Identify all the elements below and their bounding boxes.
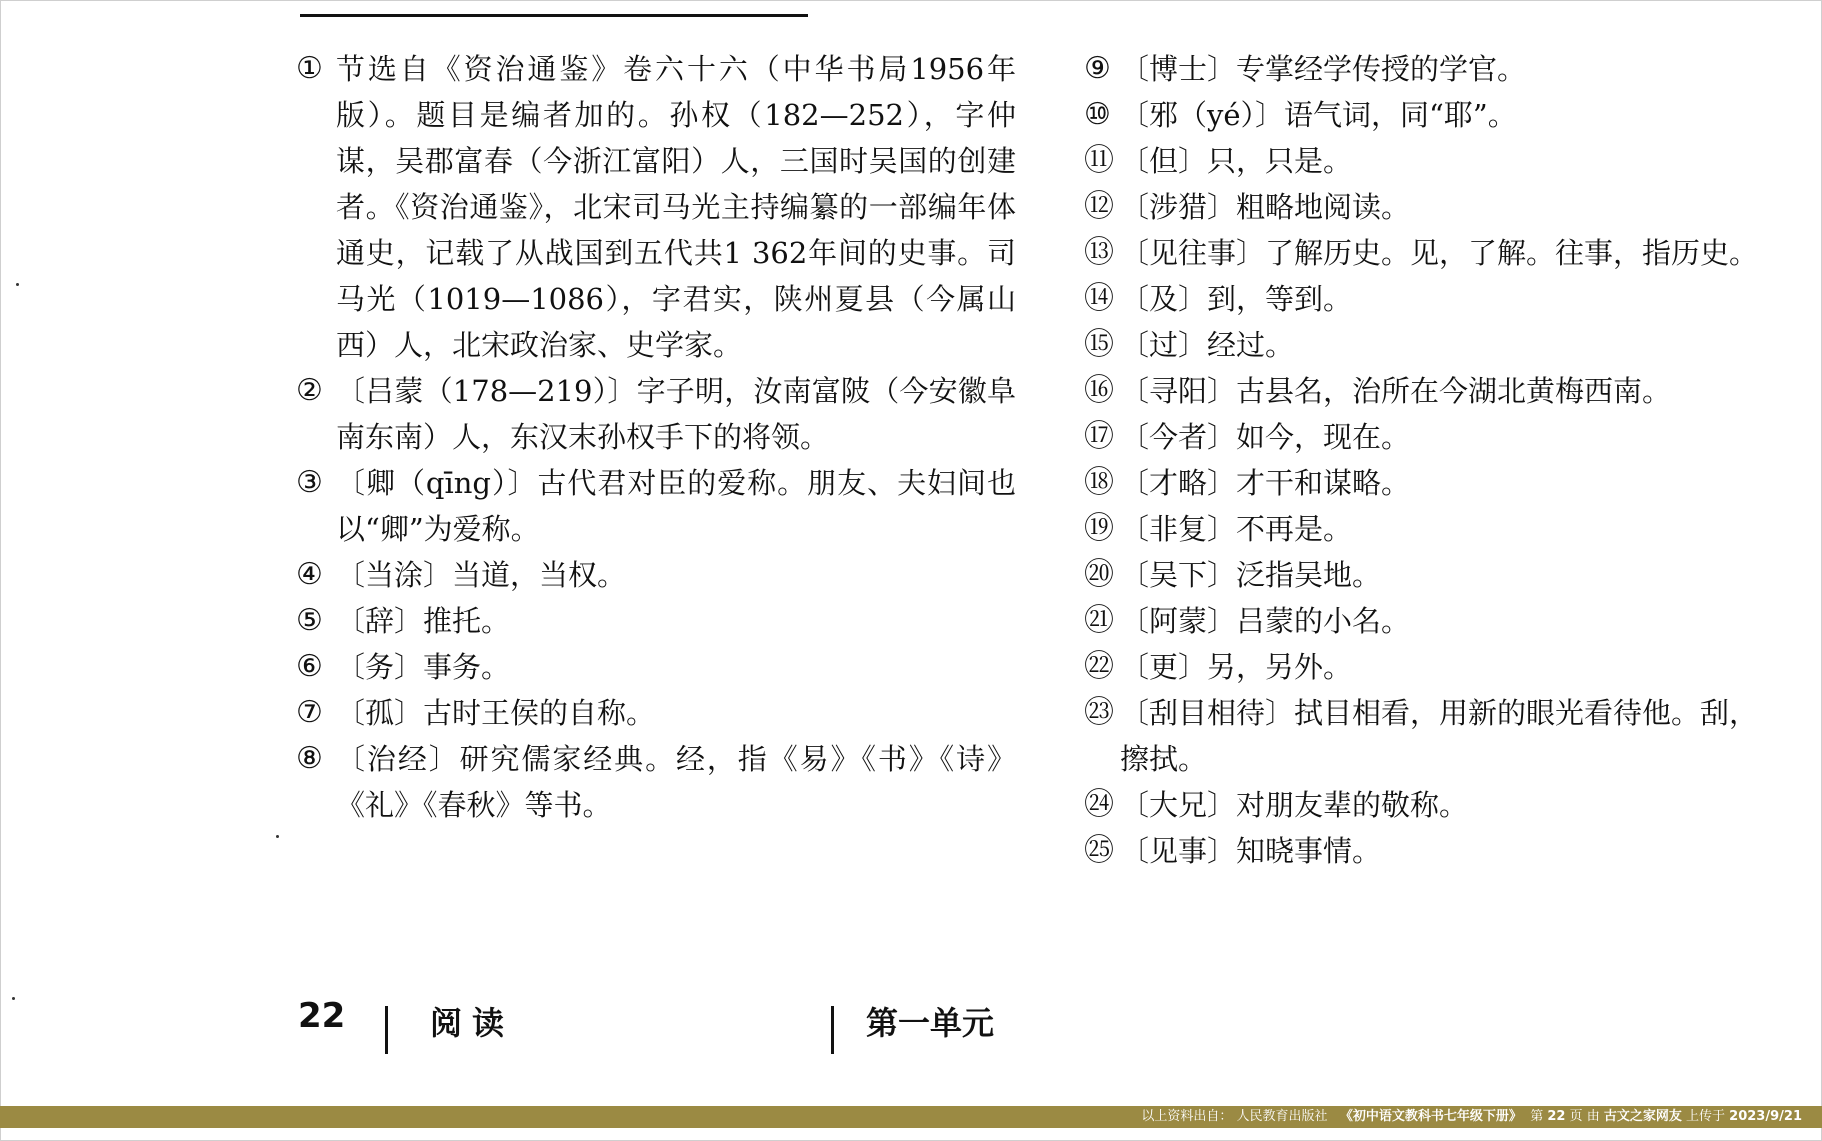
footnote-text: 〔刮目相待〕拭目相看，用新的眼光看待他。刮，擦拭。 bbox=[1120, 696, 1759, 776]
source-page-label-post: 页 由 bbox=[1569, 1109, 1600, 1124]
footnote-item bbox=[1084, 184, 1784, 230]
footnote-text: 〔涉猎〕粗略地阅读。 bbox=[1120, 190, 1411, 224]
footnote-text: 〔吴下〕泛指吴地。 bbox=[1120, 558, 1382, 592]
footnote-number: ⑳ bbox=[1084, 557, 1114, 592]
footnote-number: ⑥ bbox=[296, 649, 323, 684]
footer-divider bbox=[385, 1006, 388, 1054]
footnote-text: 〔及〕到，等到。 bbox=[1120, 282, 1353, 316]
footnote-item bbox=[296, 460, 1016, 552]
scan-speck bbox=[12, 997, 15, 1000]
footnote-item bbox=[1084, 230, 1784, 276]
footnote-item bbox=[1084, 552, 1784, 598]
footnote-item bbox=[1084, 782, 1784, 828]
footnote-item bbox=[1084, 276, 1784, 322]
source-prefix: 以上资料出自： bbox=[1141, 1109, 1233, 1124]
footnote-item bbox=[296, 690, 1016, 736]
footnote-text: 〔见事〕知晓事情。 bbox=[1120, 834, 1382, 868]
footnote-text: 〔但〕只，只是。 bbox=[1120, 144, 1353, 178]
footnote-text: 〔邪（yé）〕语气词，同“耶”。 bbox=[1120, 98, 1517, 132]
footnote-text: 节选自《资治通鉴》卷六十六（中华书局1956年版）。题目是编者加的。孙权（182—252），字仲谋，吴郡富春（今浙江富阳）人，三国时吴国的创建者。《资治通鉴》，北宋司马光主持编纂的一部编年体通史，记载了从战国到五代共1 362年间的史事。司马光（1019—1086），字君实，陕州夏县（今属山西）人，北宋政治家、史学家。 bbox=[336, 52, 1016, 362]
footnote-number: ⑧ bbox=[296, 741, 323, 776]
notes-left-column bbox=[296, 46, 1016, 828]
footnote-number: ⑬ bbox=[1084, 235, 1114, 270]
footnote-number: ④ bbox=[296, 557, 323, 592]
footnote-number: ㉓ bbox=[1084, 695, 1114, 730]
footnote-item bbox=[1084, 690, 1784, 782]
page-number: 22 bbox=[298, 996, 346, 1036]
footnote-text: 〔博士〕专掌经学传授的学官。 bbox=[1120, 52, 1527, 86]
footnote-number: ⑪ bbox=[1084, 143, 1114, 178]
section-label-reading: 阅读 bbox=[430, 1004, 515, 1042]
footnote-number: ㉒ bbox=[1084, 649, 1114, 684]
unit-label: 第一单元 bbox=[866, 1004, 995, 1042]
scan-speck bbox=[16, 283, 19, 286]
footnote-item bbox=[1084, 368, 1784, 414]
scan-speck bbox=[276, 835, 279, 838]
footnote-number: ⑫ bbox=[1084, 189, 1114, 224]
footnote-number: ㉑ bbox=[1084, 603, 1114, 638]
footnote-number: ⑱ bbox=[1084, 465, 1114, 500]
footnote-number: ⑦ bbox=[296, 695, 323, 730]
footnote-number: ① bbox=[296, 51, 323, 86]
footnote-number: ⑨ bbox=[1084, 51, 1111, 86]
footnote-text: 〔今者〕如今，现在。 bbox=[1120, 420, 1411, 454]
footnote-number: ⑰ bbox=[1084, 419, 1114, 454]
source-page-label-pre: 第 bbox=[1530, 1109, 1544, 1124]
footnote-item bbox=[1084, 506, 1784, 552]
footnote-number: ⑮ bbox=[1084, 327, 1114, 362]
source-uploader: 古文之家网友 bbox=[1603, 1109, 1682, 1124]
source-date: 2023/9/21 bbox=[1729, 1109, 1802, 1124]
footnote-item bbox=[1084, 322, 1784, 368]
footnote-text: 〔更〕另，另外。 bbox=[1120, 650, 1353, 684]
footnote-text: 〔辞〕推托。 bbox=[336, 604, 511, 638]
footnote-number: ⑩ bbox=[1084, 97, 1111, 132]
footnote-item bbox=[1084, 138, 1784, 184]
footnote-text: 〔务〕事务。 bbox=[336, 650, 511, 684]
footnote-item bbox=[296, 552, 1016, 598]
source-page: 22 bbox=[1547, 1109, 1566, 1124]
footnote-item bbox=[296, 46, 1016, 368]
footnote-item bbox=[1084, 92, 1784, 138]
source-publisher: 人民教育出版社 bbox=[1236, 1109, 1328, 1124]
footnote-item bbox=[1084, 46, 1784, 92]
footnote-text: 〔过〕经过。 bbox=[1120, 328, 1295, 362]
notes-right-column bbox=[1084, 46, 1784, 874]
footnote-text: 〔阿蒙〕吕蒙的小名。 bbox=[1120, 604, 1411, 638]
footnote-number: ⑭ bbox=[1084, 281, 1114, 316]
footnote-item bbox=[296, 598, 1016, 644]
footnote-text: 〔才略〕才干和谋略。 bbox=[1120, 466, 1411, 500]
footnote-text: 〔治经〕研究儒家经典。经，指《易》《书》《诗》《礼》《春秋》等书。 bbox=[336, 742, 1016, 822]
footnote-item bbox=[296, 644, 1016, 690]
footnote-top-rule bbox=[300, 14, 808, 17]
footnote-number: ㉔ bbox=[1084, 787, 1114, 822]
footnote-number: ⑲ bbox=[1084, 511, 1114, 546]
footnote-text: 〔寻阳〕古县名，治所在今湖北黄梅西南。 bbox=[1120, 374, 1672, 408]
footnote-text: 〔见往事〕了解历史。见，了解。往事，指历史。 bbox=[1120, 236, 1759, 270]
footer-divider bbox=[831, 1006, 834, 1054]
source-book: 《初中语文教科书七年级下册》 bbox=[1339, 1109, 1522, 1124]
footnote-text: 〔卿（qīng）〕古代君对臣的爱称。朋友、夫妇间也以“卿”为爱称。 bbox=[336, 466, 1016, 546]
source-info bbox=[1141, 1107, 1802, 1127]
footnote-number: ② bbox=[296, 373, 323, 408]
footnote-item bbox=[1084, 414, 1784, 460]
footnote-number: ③ bbox=[296, 465, 323, 500]
footnote-text: 〔孤〕古时王侯的自称。 bbox=[336, 696, 656, 730]
footnote-number: ㉕ bbox=[1084, 833, 1114, 868]
footnote-item bbox=[1084, 460, 1784, 506]
footnote-text: 〔当涂〕当道，当权。 bbox=[336, 558, 627, 592]
footnote-item bbox=[1084, 828, 1784, 874]
footnote-text: 〔大兄〕对朋友辈的敬称。 bbox=[1120, 788, 1469, 822]
footnote-number: ⑯ bbox=[1084, 373, 1114, 408]
footnote-number: ⑤ bbox=[296, 603, 323, 638]
footnote-item bbox=[1084, 644, 1784, 690]
footnote-item bbox=[296, 736, 1016, 828]
footnote-item bbox=[296, 368, 1016, 460]
footnote-text: 〔吕蒙（178—219）〕字子明，汝南富陂（今安徽阜南东南）人，东汉末孙权手下的将领。 bbox=[336, 374, 1016, 454]
source-upload-label: 上传于 bbox=[1686, 1109, 1726, 1124]
footnote-item bbox=[1084, 598, 1784, 644]
footnote-text: 〔非复〕不再是。 bbox=[1120, 512, 1353, 546]
